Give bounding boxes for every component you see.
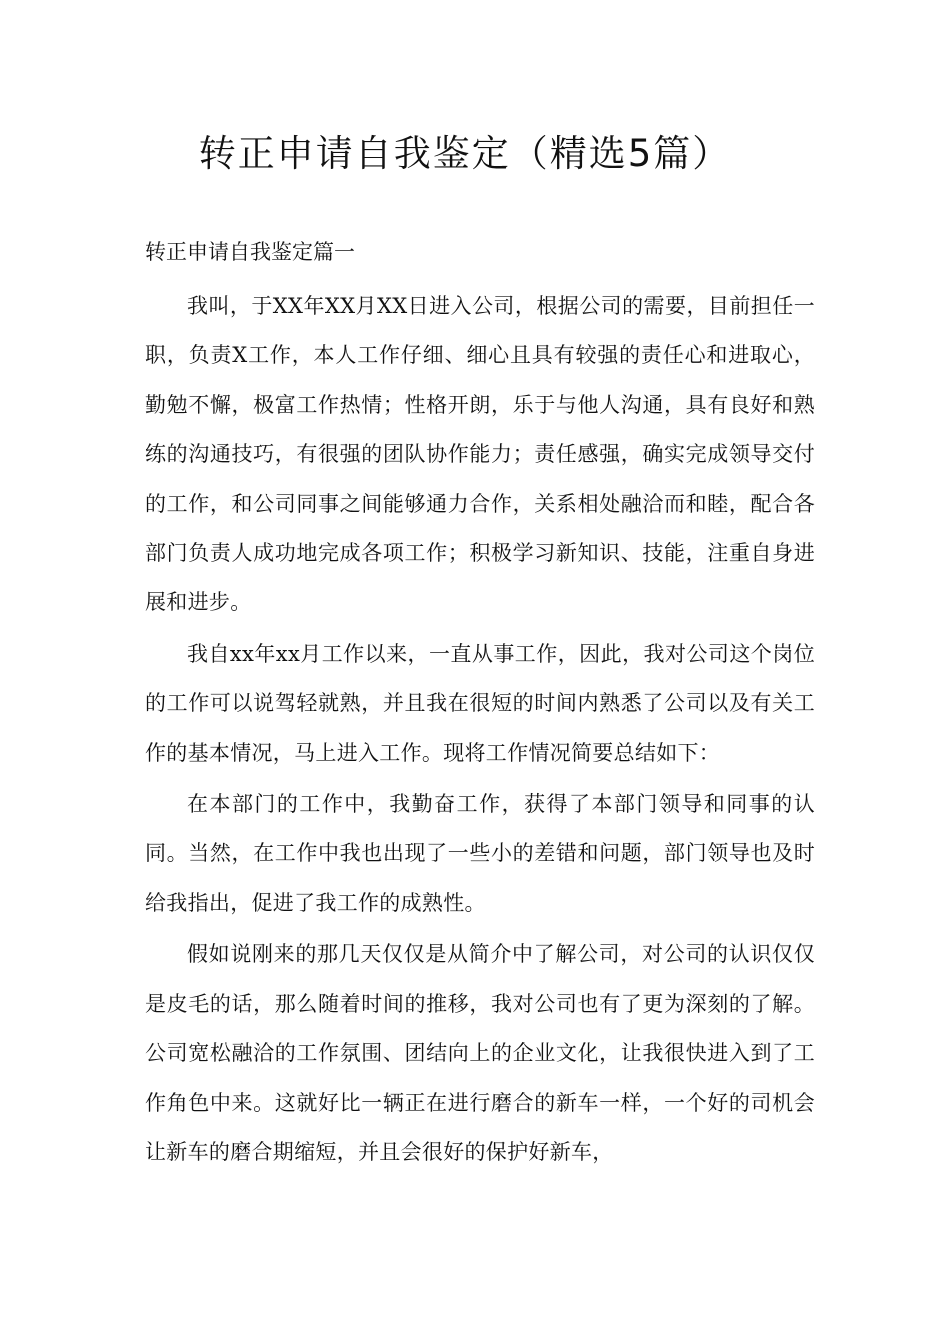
document-title: 转正申请自我鉴定（精选5篇） xyxy=(198,132,732,175)
paragraph: 在本部门的工作中，我勤奋工作，获得了本部门领导和同事的认同。当然，在工作中我也出现了一些小的差错和问题，部门领导也及时给我指出，促进了我工作的成熟性。 xyxy=(145,792,815,915)
document-body xyxy=(145,282,815,1179)
section-heading: 转正申请自我鉴定篇一 xyxy=(145,240,355,264)
paragraph: 我自xx年xx月工作以来，一直从事工作，因此，我对公司这个岗位的工作可以说驾轻就熟，并且我在很短的时间内熟悉了公司以及有关工作的基本情况，马上进入工作。现将工作情况简要总结如下： xyxy=(145,641,815,765)
paragraph: 我叫，于XX年XX月XX日进入公司，根据公司的需要，目前担任一职，负责X工作，本人工作仔细、细心且具有较强的责任心和进取心，勤勉不懈，极富工作热情；性格开朗，乐于与他人沟通，具有良好和熟练的沟通技巧，有很强的团队协作能力；责任感强，确实完成领导交付的工作，和公司同事之间能够通力合作，关系相处融洽而和睦，配合各部门负责人成功地完成各项工作；积极学习新知识、技能，注重自身进展和进步。 xyxy=(145,294,815,615)
paragraph: 假如说刚来的那几天仅仅是从简介中了解公司，对公司的认识仅仅是皮毛的话，那么随着时间的推移，我对公司也有了更为深刻的了解。公司宽松融洽的工作氛围、团结向上的企业文化，让我很快进入到了工作角色中来。这就好比一辆正在进行磨合的新车一样，一个好的司机会让新车的磨合期缩短，并且会很好的保护好新车， xyxy=(145,942,815,1164)
